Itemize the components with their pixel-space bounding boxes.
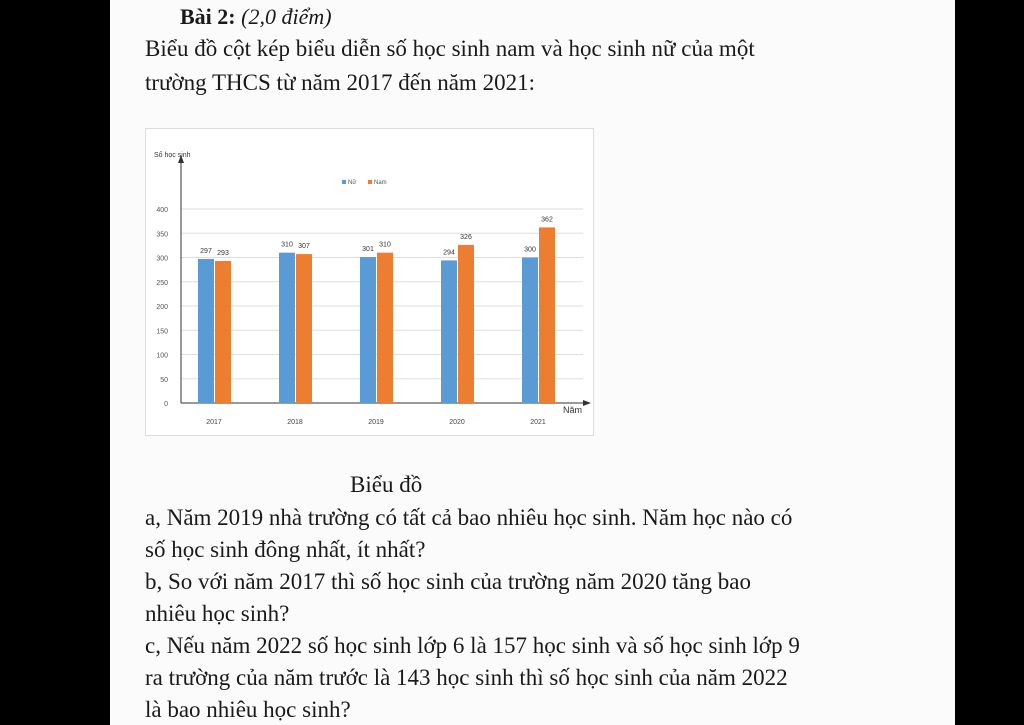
y-tick-label: 100 xyxy=(156,352,168,360)
question-line-3: b, So với năm 2017 thì số học sinh của trường năm 2020 tăng bao xyxy=(145,569,751,594)
bar xyxy=(296,254,312,403)
x-tick-label: 2019 xyxy=(368,419,384,426)
question-line-2: số học sinh đông nhất, ít nhất? xyxy=(145,537,426,562)
question-line-7: là bao nhiêu học sinh? xyxy=(145,697,351,722)
x-tick-label: 2020 xyxy=(449,419,465,426)
double-bar-chart xyxy=(146,129,593,435)
bar-value-label: 301 xyxy=(362,246,374,254)
y-tick-label: 250 xyxy=(156,279,168,287)
bar xyxy=(377,253,393,403)
legend-swatch xyxy=(368,180,372,184)
y-tick-label: 400 xyxy=(156,207,168,214)
bar xyxy=(441,260,457,403)
x-tick-label: 2017 xyxy=(206,419,222,426)
bar-value-label: 310 xyxy=(379,241,391,249)
bar xyxy=(539,227,555,403)
bar xyxy=(215,261,231,403)
question-line-6: ra trường của năm trước là 143 học sinh thì số học sinh của năm 2022 xyxy=(145,665,788,690)
question-line-5: c, Nếu năm 2022 số học sinh lớp 6 là 157 học sinh và số học sinh lớp 9 xyxy=(145,633,800,658)
legend-swatch xyxy=(342,180,346,184)
bar-value-label: 362 xyxy=(541,216,553,224)
x-tick-label: 2018 xyxy=(287,419,303,426)
bar-value-label: 310 xyxy=(281,241,293,249)
x-tick-label: 2021 xyxy=(530,419,546,426)
bar xyxy=(458,245,474,403)
y-axis-label: Số học sinh xyxy=(154,152,191,159)
legend-label: Nam xyxy=(374,180,387,186)
y-tick-label: 0 xyxy=(164,401,168,408)
intro-line-1: Biểu đồ cột kép biểu diễn số học sinh nam và học sinh nữ của một xyxy=(145,36,755,61)
y-tick-label: 200 xyxy=(156,304,168,311)
bar xyxy=(360,257,376,403)
y-tick-label: 50 xyxy=(160,376,168,384)
bar-value-label: 307 xyxy=(298,243,310,251)
exercise-points: (2,0 điểm) xyxy=(241,4,332,29)
y-tick-label: 150 xyxy=(156,328,168,336)
intro-line-2: trường THCS từ năm 2017 đến năm 2021: xyxy=(145,70,535,95)
bar-value-label: 326 xyxy=(460,233,472,241)
bar-value-label: 294 xyxy=(443,249,455,257)
x-axis-arrow xyxy=(583,400,591,406)
bar-value-label: 297 xyxy=(200,247,212,255)
chart-frame xyxy=(145,128,594,436)
document-page xyxy=(110,0,955,725)
exercise-title xyxy=(180,4,332,30)
bar xyxy=(522,258,538,404)
bar xyxy=(279,253,295,403)
legend-label: Nữ xyxy=(348,180,357,186)
bar xyxy=(198,259,214,403)
x-axis-label: Năm xyxy=(563,405,583,415)
bar-value-label: 300 xyxy=(524,246,536,254)
y-tick-label: 350 xyxy=(156,231,168,239)
exercise-label: Bài 2: xyxy=(180,4,236,29)
chart-caption: Biểu đồ xyxy=(350,472,423,497)
question-line-1: a, Năm 2019 nhà trường có tất cả bao nhiêu học sinh. Năm học nào có xyxy=(145,505,793,530)
question-line-4: nhiêu học sinh? xyxy=(145,601,290,626)
y-tick-label: 300 xyxy=(156,255,168,263)
bar-value-label: 293 xyxy=(217,249,229,257)
